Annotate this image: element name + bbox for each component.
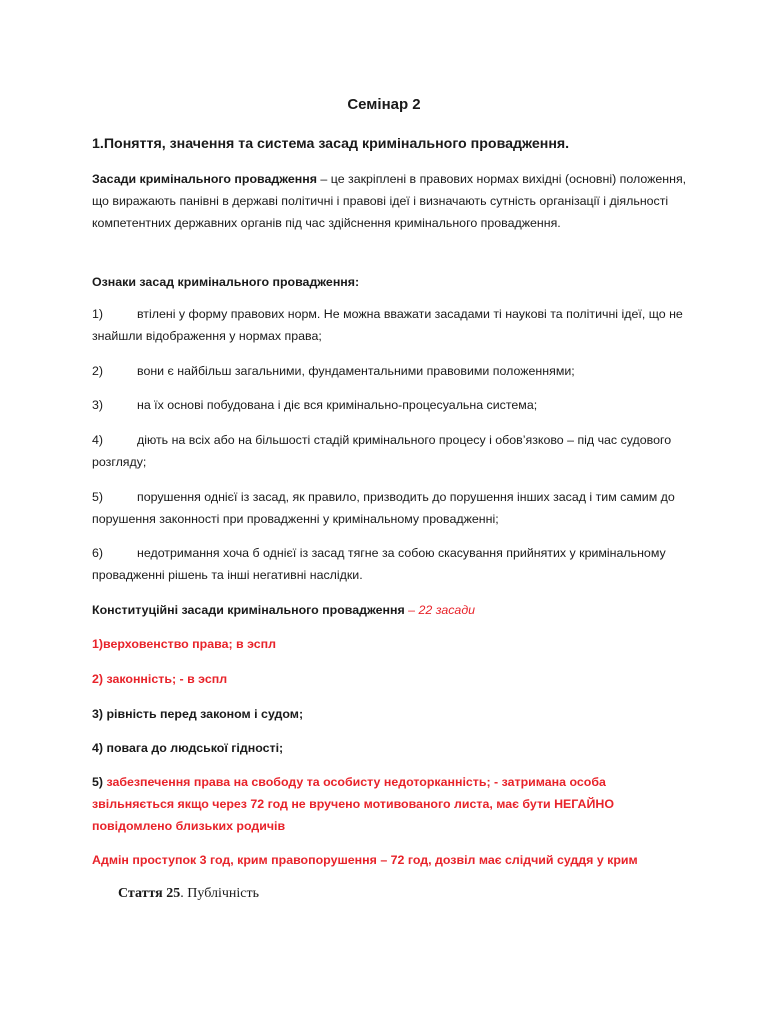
principle-item: 4) повага до людської гідності; [92, 741, 284, 755]
feature-text: діють на всіх або на більшості стадій кримінального процесу і обов’язково – під час судового розгляду; [92, 433, 672, 469]
constitutional-label: Конституційні засади кримінального провадження [92, 603, 405, 617]
principle-item [92, 771, 652, 837]
constitutional-dash: – [404, 603, 419, 617]
feature-text: втілені у форму правових норм. Не можна вважати засадами ті наукові та політичні ідеї, що не знайшли відображення у нормах права; [92, 307, 683, 343]
definition-text: – це закріплені в правових нормах вихідні (основні) положення, що виражають панівні в державі політичні і правові ідеї і визначають сутність організації і діяльності компетентних державних органів під час здійснення кримінального провадження. [92, 172, 687, 230]
constitutional-principles-line [92, 599, 692, 621]
section-heading: 1.Поняття, значення та система засад кримінального провадження. [92, 136, 570, 152]
feature-number: 6) [92, 546, 104, 560]
feature-text: недотримання хоча б однієї із засад тягне за собою скасування прийнятих у кримінальному провадженні рішень та інші негативні наслідки. [92, 546, 666, 582]
page-title: Семінар 2 [347, 96, 421, 113]
principle-item: 3) рівність перед законом і судом; [92, 707, 304, 721]
feature-item [92, 360, 692, 382]
principles-count: 22 засади [418, 603, 476, 617]
definition-paragraph [92, 168, 692, 234]
detention-note: Адмін проступок 3 год, крим правопорушення – 72 год, дозвіл має слідчий суддя у крим [92, 853, 638, 867]
article-line [118, 883, 259, 905]
feature-number: 5) [92, 490, 104, 504]
feature-number: 1) [92, 307, 104, 321]
feature-item [92, 486, 692, 530]
feature-number: 4) [92, 433, 104, 447]
feature-item [92, 303, 692, 347]
feature-text: на їх основі побудована і діє вся кримінально-процесуальна система; [137, 398, 538, 412]
feature-item [92, 429, 692, 473]
feature-item [92, 394, 692, 416]
feature-number: 3) [92, 398, 104, 412]
feature-text: вони є найбільш загальними, фундаментальними правовими положеннями; [137, 364, 575, 378]
article-title: . Публічність [180, 886, 259, 901]
article-label: Стаття 25 [118, 886, 181, 901]
principle-text: забезпечення права на свободу та особисту недоторканність; - затримана особа звільняється якщо через 72 год не вручено мотивованого листа, має бути НЕГАЙНО повідомлено близьких родичів [92, 775, 614, 833]
features-title: Ознаки засад кримінального провадження: [92, 275, 360, 289]
principle-item: 1)верховенство права; в эспл [92, 637, 277, 651]
feature-item [92, 542, 692, 586]
feature-text: порушення однієї із засад, як правило, призводить до порушення інших засад і тим самим до порушення законності при провадженні у кримінальному провадженні; [92, 490, 675, 526]
principle-number: 5) [92, 775, 107, 789]
principle-item: 2) законність; - в эспл [92, 672, 228, 686]
definition-term: Засади кримінального провадження [92, 172, 317, 186]
feature-number: 2) [92, 364, 104, 378]
